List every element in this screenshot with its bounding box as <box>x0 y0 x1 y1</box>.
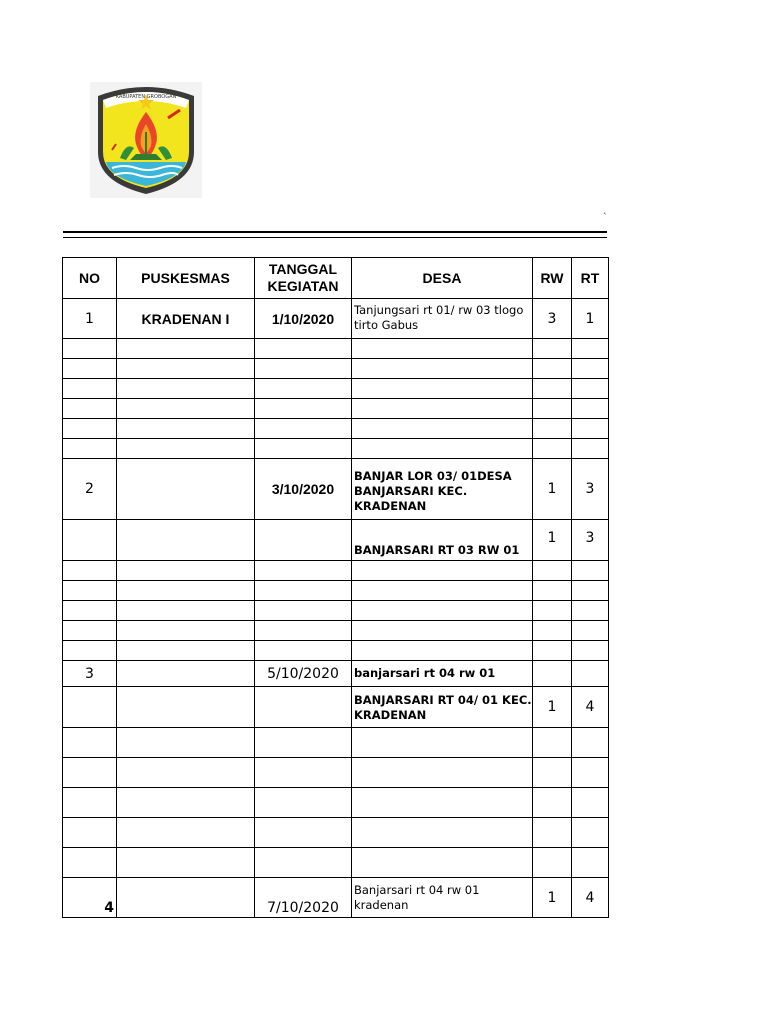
cell-no <box>63 788 117 818</box>
cell-tanggal <box>255 818 352 848</box>
cell-rt: 1 <box>572 299 609 339</box>
cell-rt: 3 <box>572 520 609 561</box>
cell-puskesmas <box>117 687 255 728</box>
cell-desa <box>352 339 533 359</box>
cell-rw: 1 <box>533 687 572 728</box>
cell-rt <box>572 788 609 818</box>
cell-puskesmas: KRADENAN I <box>117 299 255 339</box>
table-row <box>63 621 609 641</box>
cell-puskesmas <box>117 848 255 878</box>
cell-tanggal: 3/10/2020 <box>255 459 352 520</box>
cell-tanggal <box>255 379 352 399</box>
cell-tanggal <box>255 339 352 359</box>
cell-desa <box>352 758 533 788</box>
cell-rw: 1 <box>533 878 572 918</box>
cell-tanggal <box>255 788 352 818</box>
header-no: NO <box>63 258 117 299</box>
cell-rt <box>572 728 609 758</box>
cell-desa <box>352 561 533 581</box>
cell-rt <box>572 399 609 419</box>
header-rule-thick <box>63 231 607 233</box>
cell-rt: 4 <box>572 687 609 728</box>
cell-desa: banjarsari rt 04 rw 01 <box>352 661 533 687</box>
cell-no: 4 <box>63 878 117 918</box>
cell-no <box>63 439 117 459</box>
cell-desa: BANJARSARI RT 03 RW 01 <box>352 520 533 561</box>
cell-desa <box>352 848 533 878</box>
cell-rw <box>533 561 572 581</box>
cell-puskesmas <box>117 661 255 687</box>
cell-tanggal <box>255 520 352 561</box>
cell-rw <box>533 641 572 661</box>
table-row <box>63 687 609 728</box>
table-row <box>63 818 609 848</box>
table-row <box>63 561 609 581</box>
cell-desa <box>352 641 533 661</box>
table-row <box>63 728 609 758</box>
cell-rt <box>572 661 609 687</box>
cell-puskesmas <box>117 339 255 359</box>
cell-rw <box>533 661 572 687</box>
cell-rt <box>572 818 609 848</box>
cell-desa <box>352 621 533 641</box>
cell-no <box>63 520 117 561</box>
table-row <box>63 661 609 687</box>
cell-rw <box>533 581 572 601</box>
cell-puskesmas <box>117 818 255 848</box>
activity-table <box>62 257 609 918</box>
cell-no <box>63 379 117 399</box>
cell-rt: 3 <box>572 459 609 520</box>
cell-puskesmas <box>117 601 255 621</box>
header-desa: DESA <box>352 258 533 299</box>
table-row <box>63 299 609 339</box>
table-row <box>63 601 609 621</box>
cell-puskesmas <box>117 621 255 641</box>
cell-tanggal: 1/10/2020 <box>255 299 352 339</box>
cell-desa: Tanjungsari rt 01/ rw 03 tlogo tirto Gabus <box>352 299 533 339</box>
cell-tanggal <box>255 728 352 758</box>
cell-puskesmas <box>117 758 255 788</box>
header-tanggal: TANGGAL KEGIATAN <box>255 258 352 299</box>
cell-no <box>63 641 117 661</box>
cell-rw <box>533 601 572 621</box>
table-row <box>63 758 609 788</box>
cell-rt <box>572 339 609 359</box>
regency-logo <box>90 82 202 198</box>
table-row <box>63 339 609 359</box>
table-row <box>63 359 609 379</box>
cell-desa <box>352 399 533 419</box>
header-puskesmas: PUSKESMAS <box>117 258 255 299</box>
cell-puskesmas <box>117 581 255 601</box>
cell-tanggal <box>255 758 352 788</box>
cell-rw <box>533 379 572 399</box>
cell-no: 1 <box>63 299 117 339</box>
cell-tanggal <box>255 419 352 439</box>
cell-rw: 1 <box>533 459 572 520</box>
cell-rw <box>533 419 572 439</box>
cell-desa <box>352 601 533 621</box>
cell-tanggal: 5/10/2020 <box>255 661 352 687</box>
table-row <box>63 419 609 439</box>
cell-desa <box>352 581 533 601</box>
cell-tanggal <box>255 581 352 601</box>
cell-puskesmas <box>117 561 255 581</box>
cell-rt: 4 <box>572 878 609 918</box>
cell-no <box>63 561 117 581</box>
cell-rt <box>572 758 609 788</box>
cell-rt <box>572 621 609 641</box>
cell-rt <box>572 359 609 379</box>
cell-desa <box>352 419 533 439</box>
cell-rw <box>533 758 572 788</box>
cell-desa <box>352 788 533 818</box>
cell-no <box>63 359 117 379</box>
cell-rt <box>572 641 609 661</box>
cell-no <box>63 339 117 359</box>
cell-rw <box>533 621 572 641</box>
cell-desa <box>352 728 533 758</box>
table-row <box>63 520 609 561</box>
table-row <box>63 379 609 399</box>
cell-desa <box>352 439 533 459</box>
cell-puskesmas <box>117 359 255 379</box>
table-row <box>63 641 609 661</box>
header-rule-thin <box>63 237 607 238</box>
cell-no <box>63 848 117 878</box>
cell-puskesmas <box>117 788 255 818</box>
cell-puskesmas <box>117 878 255 918</box>
cell-tanggal <box>255 399 352 419</box>
cell-puskesmas <box>117 728 255 758</box>
cell-no <box>63 399 117 419</box>
cell-no <box>63 728 117 758</box>
cell-rt <box>572 601 609 621</box>
table-row <box>63 788 609 818</box>
cell-puskesmas <box>117 419 255 439</box>
table-row <box>63 399 609 419</box>
cell-desa: Banjarsari rt 04 rw 01 kradenan <box>352 878 533 918</box>
cell-rw: 1 <box>533 520 572 561</box>
cell-puskesmas <box>117 641 255 661</box>
table-row <box>63 878 609 918</box>
cell-rw <box>533 818 572 848</box>
cell-puskesmas <box>117 399 255 419</box>
cell-rw <box>533 788 572 818</box>
cell-no <box>63 687 117 728</box>
cell-puskesmas <box>117 520 255 561</box>
cell-rt <box>572 561 609 581</box>
cell-no: 2 <box>63 459 117 520</box>
cell-desa: BANJARSARI RT 04/ 01 KEC. KRADENAN <box>352 687 533 728</box>
table-row <box>63 581 609 601</box>
cell-rw: 3 <box>533 299 572 339</box>
cell-rt <box>572 379 609 399</box>
table-row <box>63 459 609 520</box>
cell-rw <box>533 399 572 419</box>
cell-rw <box>533 848 572 878</box>
cell-tanggal <box>255 359 352 379</box>
cell-puskesmas <box>117 439 255 459</box>
cell-no <box>63 581 117 601</box>
cell-rt <box>572 439 609 459</box>
cell-rw <box>533 728 572 758</box>
cell-no <box>63 419 117 439</box>
header-row <box>63 258 609 299</box>
table-row <box>63 848 609 878</box>
cell-tanggal <box>255 601 352 621</box>
cell-puskesmas <box>117 459 255 520</box>
cell-desa: BANJAR LOR 03/ 01DESA BANJARSARI KEC. KRADENAN <box>352 459 533 520</box>
table-row <box>63 439 609 459</box>
cell-rw <box>533 439 572 459</box>
cell-tanggal <box>255 561 352 581</box>
cell-puskesmas <box>117 379 255 399</box>
cell-no <box>63 621 117 641</box>
cell-no <box>63 601 117 621</box>
cell-rw <box>533 339 572 359</box>
cell-rt <box>572 581 609 601</box>
cell-desa <box>352 359 533 379</box>
cell-rw <box>533 359 572 379</box>
header-rt: RT <box>572 258 609 299</box>
cell-no <box>63 758 117 788</box>
cell-tanggal <box>255 848 352 878</box>
cell-desa <box>352 379 533 399</box>
cell-tanggal <box>255 439 352 459</box>
cell-no <box>63 818 117 848</box>
logo-text: KABUPATEN GROBOGAN <box>115 94 177 100</box>
stray-mark: ` <box>603 212 607 224</box>
cell-tanggal <box>255 641 352 661</box>
cell-tanggal: 7/10/2020 <box>255 878 352 918</box>
cell-tanggal <box>255 621 352 641</box>
header-rw: RW <box>533 258 572 299</box>
cell-rt <box>572 848 609 878</box>
cell-rt <box>572 419 609 439</box>
cell-desa <box>352 818 533 848</box>
cell-tanggal <box>255 687 352 728</box>
cell-no: 3 <box>63 661 117 687</box>
